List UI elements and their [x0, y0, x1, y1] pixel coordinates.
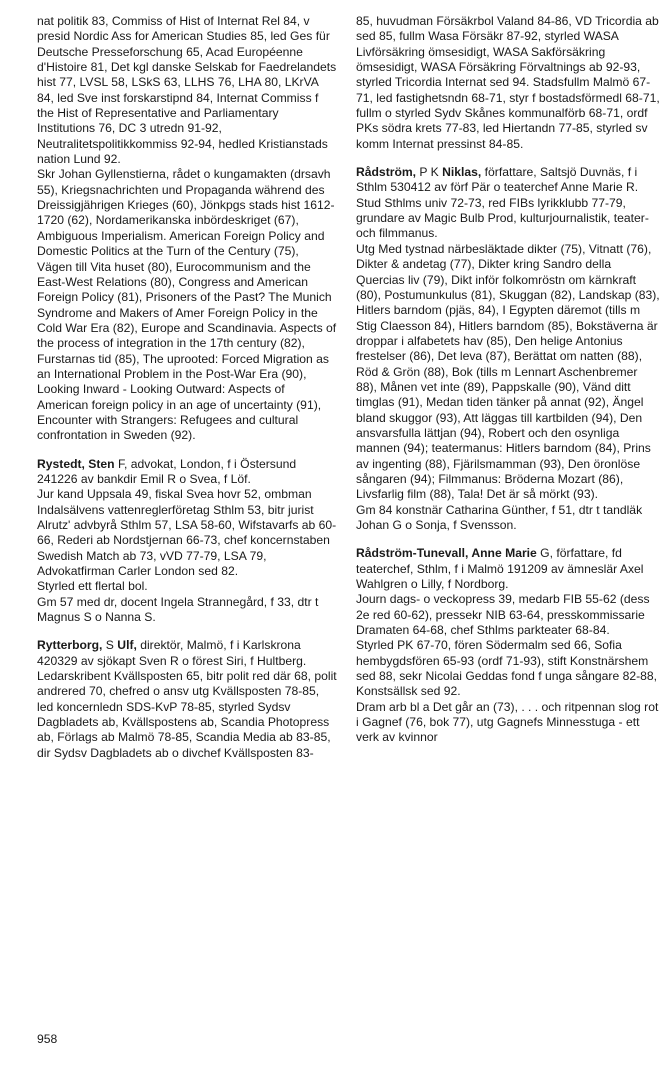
right-column: [356, 14, 660, 759]
entry-radstrom-niklas: [356, 165, 660, 533]
entry-paragraph: Gm 57 med dr, docent Ingela Strannegård, f 33, dtr t Magnus S o Nanna S.: [37, 594, 319, 625]
entry-intro-rest: författare, Saltsjö Duvnäs, f i Sthlm 530412 av förf Pär o teaterchef Anne Marie R.: [356, 165, 639, 195]
entry-given-name: Ulf,: [117, 638, 137, 653]
page-number: 958: [37, 1032, 58, 1046]
entry-rytterborg-ulf: [37, 638, 337, 761]
entry-given-name: Niklas,: [442, 165, 482, 180]
entry-intro: G, författare, fd teaterchef, Sthlm, f i Malmö 191209 av ämneslär Axel Wahlgren o Lilly, f Nordborg.: [356, 546, 644, 592]
entry-intro-rest: direktör, Malmö, f i Karlskrona 420329 av sjökapt Sven R o förest Siri, f Hultberg.: [37, 638, 307, 668]
entry-paragraph: Dram arb bl a Det går an (73), . . . och ritpennan slog rot i Gagnef (76, bok 77), utg Gagnefs Minnesstuga - ett verk av kvinnor: [356, 699, 659, 745]
entry-name: Rådström,: [356, 165, 417, 180]
entry-intro: P K: [416, 165, 443, 180]
entry-name: Rytterborg,: [37, 638, 103, 653]
entry-rystedt-sten: [37, 457, 337, 626]
entry-paragraph: Skr Johan Gyllenstierna, rådet o kungamakten (drsavh 55), Kriegsnachrichten und Propaganda während des Dreissigjährigen Krieges (60), Jönkpgs stads hist 1612-1720 (62), Nordamerikanska inbördeskriget (67), Ambiguous Imperialism. American Foreign Policy and Domestic Politics at the Turn of the Century (75), Vägen till Vita huset (80), Eurocommunism and the East-West Relations (80), Congress and American Foreign Policy (81), Prisoners of the Past? The Munich Syndrome and Makers of Amer Foreign Policy in the Cold War Era (82), Europe and Scandinavia. Aspects of the process of integration in the 17th century (82), Furstarnas tid (85), The uprooted: Forced Migration as an International Problem in the Post-War Era (90), Looking Inward - Looking Outward: Aspects of American foreign policy in an age of uncertainty (91), Encounter with Strangers: Refugees and cultural confrontation in Sweden (92).: [37, 167, 337, 443]
entry-paragraph: 85, huvudman Försäkrbol Valand 84-86, VD Tricordia ab sed 85, fullm Wasa Försäkr 87-92, styrled WASA Livförsäkring ömsesidigt, WASA Sakförsäkring ömsesidigt, WASA Försäkring Förvaltnings ab 92-93, styrled Tricordia Internat sed 94. Stadsfullm Malmö 67-71, led fastighetsndn 68-71, styr f bostadsförmedl 68-71, fullm o styrled Sydv Skånes kommunalförb 68-71, ordf PKs södra krets 77-83, led Hiertandn 77-85, styrled sv komm Internat pressinst 84-85.: [356, 14, 660, 151]
entry-name: Rystedt, Sten: [37, 456, 115, 471]
entry-name: Rådström-Tunevall, Anne Marie: [356, 546, 537, 561]
entry-header: [37, 638, 337, 669]
continued-entry: [356, 14, 660, 152]
left-column: [37, 14, 337, 774]
entry-paragraph: Styrled ett flertal bol.: [37, 579, 148, 594]
entry-paragraph: Jur kand Uppsala 49, fiskal Svea hovr 52, ombman Indalsälvens vattenreglerföretag Sthlm 53, bitr jurist Alrutz' advbyrå Sthlm 57, LSA 58-60, Wifstavarfs ab 60-66, Rederi ab Nordstjernan 66-73, chef koncernstaben Swedish Match ab 73, vVD 77-79, LSA 79, Advokatfirman Carler London sed 82.: [37, 487, 337, 579]
entry-header: [37, 457, 337, 488]
entry-paragraph: Utg Med tystnad närbesläktade dikter (75), Vitnatt (76), Dikter & andetag (77), Dikter kring Sandro della Quercias liv (79), Dikt inför folkomröstn om kärnkraft (80), Postumunkulus (81), Skuggan (82), Landskap (83), Hitlers barndom (pjäs, 84), I Egypten däremot (tills m Stig Claesson 84), Hitlers barndom (85), Bokstäverna är droppar i alfabetets hav (85), Den helige Antonius frestelser (86), Det leva (87), Berättat om natten (88), Röd & Grön (88), Bok (tills m Lennart Aschenbremer 88), Månen vet inte (89), Pappskalle (90), Vänd ditt timglas (91), Medan tiden tänker på annat (92), Ängel bland skuggor (93), Att läggas till kartbilden (94), Den ansvarsfulla lättjan (94), Robert och den osynliga mannen (94); teatermanus: Hitlers barndom (84), Prins av ingenting (88), Fjärilsmamman (93), Den öronlöse sångaren (94); Filmmanus: Bröderna Mozart (86), Livsfarlig film (88), Tala! Det är så mörkt (93).: [356, 241, 660, 502]
entry-radstrom-tunevall-anne-marie: [356, 546, 660, 745]
entry-intro: F, advokat, London, f i Östersund 241226 av bankdir Emil R o Svea, f Löf.: [37, 456, 297, 486]
entry-paragraph: Ledarskribent Kvällsposten 65, bitr polit red där 68, polit andrered 70, chefred o ansv utg Kvällsposten 78-85, led koncernledn SDS-KvP 78-85, styrled Sydsv Dagbladets ab, Kvällspostens ab, Scandia Photopress ab, Förlags ab Malmö 78-85, Scandia Media ab 83-85, dir Sydsv Dagbladets ab o divchef Kvällsposten 83-: [37, 669, 337, 760]
entry-paragraph: Gm 84 konstnär Catharina Günther, f 51, dtr t tandläk Johan G o Sonja, f Svensson.: [356, 502, 643, 532]
entry-paragraph: Stud Sthlms univ 72-73, red FIBs lyrikklubb 77-79, grundare av Magic Bulb Prod, kulturjournalistik, teater- och filmmanus.: [356, 195, 649, 241]
entry-paragraph: Journ dags- o veckopress 39, medarb FIB 55-62 (dess 2e red 60-62), pressekr NIB 63-64, presskommissarie Dramaten 64-68, chef Sthlms parkteater 68-84.: [356, 592, 650, 638]
entry-header: [356, 165, 660, 196]
entry-intro: S: [102, 638, 118, 653]
entry-paragraph: Styrled PK 67-70, fören Södermalm sed 66, Sofia hembygdsfören 65-93 (ordf 71-93), stift Konstnärshem sed 88, sekr Nicolai Geddas fond f unga sångare 82-88, Konstsällsk sed 92.: [356, 638, 658, 699]
entry-header: [356, 546, 660, 592]
continued-entry: [37, 14, 337, 444]
entry-paragraph: nat politik 83, Commiss of Hist of Internat Rel 84, v presid Nordic Ass for American Studies 85, led Ges für Deutsche Presseforschung 65, Acad Européenne d'Histoire 81, Det kgl danske Selskab for Faedrelandets hist 77, LVSL 58, LSkS 63, LLHS 76, LHA 80, LKrVA 84, led Sve inst forskarstipnd 84, Internat Commiss f the Hist of Representative and Parliamentary Institutions 76, DC 3 utredn 91-92, Neutralitetspolitikkommiss 92-94, hedled Kristianstads nation Lund 92.: [37, 14, 337, 167]
